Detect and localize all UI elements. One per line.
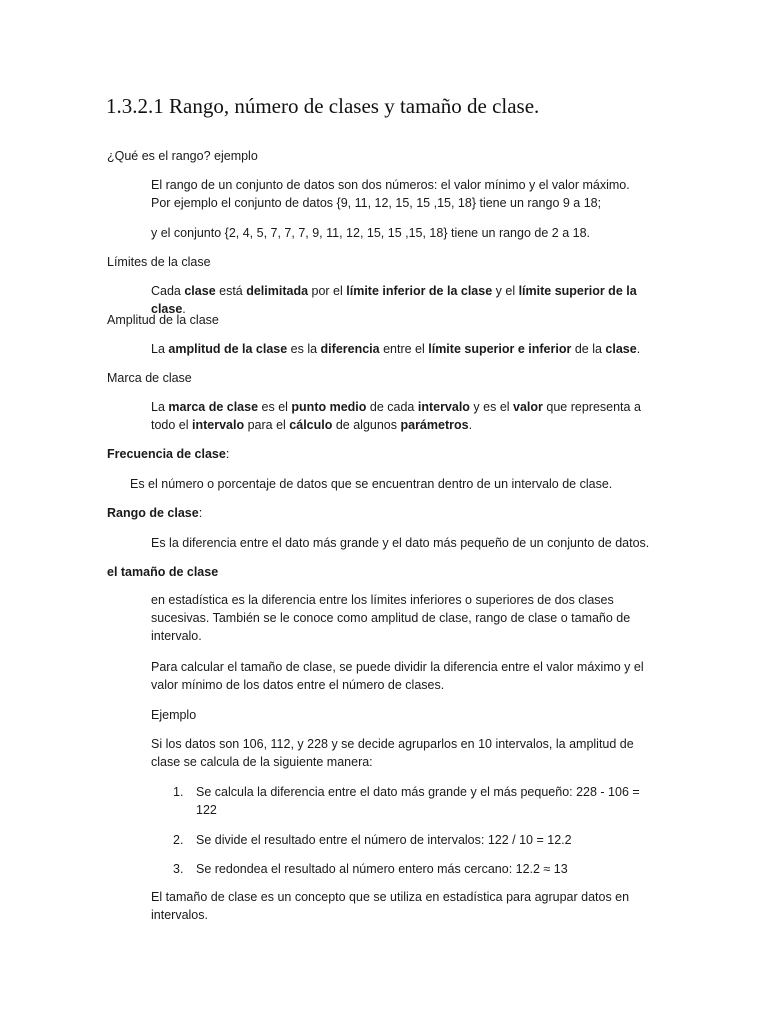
bold-run: clase [605, 342, 637, 356]
list-number: 1. [173, 785, 184, 799]
text-run: . [182, 302, 186, 316]
text-run: : [225, 447, 230, 461]
tamano-heading [107, 563, 218, 581]
text-run: y es el [469, 400, 514, 414]
text-run: es el [258, 400, 292, 414]
bold-run: el tamaño de clase [107, 565, 219, 579]
text-run: que representa a todo el [151, 400, 641, 432]
bold-run: punto medio [291, 400, 367, 414]
text-run: de la [571, 342, 606, 356]
conclusion-paragraph: El tamaño de clase es un concepto que se utiliza en estadística para agrupar datos en intervalos. [151, 890, 630, 922]
steps-list [173, 783, 653, 893]
rango-paragraph-1: El rango de un conjunto de datos son dos números: el valor mínimo y el valor máximo. Por ejemplo el conjunto de datos {9, 11, 12, 15, 15 ,15, 18} tiene un rango 9 a 18; [151, 178, 630, 210]
text-run: de algunos [332, 418, 401, 432]
tamano-paragraph-2: Para calcular el tamaño de clase, se puede dividir la diferencia entre el valor máximo y el valor mínimo de los datos entre el número de clases. [151, 660, 644, 692]
frecuencia-definition: Es el número o porcentaje de datos que se encuentran dentro de un intervalo de clase. [130, 477, 613, 491]
bold-run: diferencia [320, 342, 380, 356]
limites-heading: Límites de la clase [107, 255, 211, 269]
text-run: La [151, 400, 169, 414]
text-run: por el [308, 284, 347, 298]
bold-run: cálculo [289, 418, 333, 432]
text-run: de cada [366, 400, 418, 414]
rango-paragraph-2: y el conjunto {2, 4, 5, 7, 7, 7, 9, 11, 12, 15, 15 ,15, 18} tiene un rango de 2 a 18. [151, 226, 590, 240]
text-run: para el [244, 418, 290, 432]
page-title: 1.3.2.1 Rango, número de clases y tamaño de clase. [106, 94, 540, 118]
bold-run: límite superior e inferior [428, 342, 572, 356]
list-item-text: Se calcula la diferencia entre el dato más grande y el más pequeño: 228 - 106 = 122 [196, 785, 640, 817]
marca-definition [151, 398, 651, 434]
text-run: . [636, 342, 641, 356]
text-run: La [151, 342, 169, 356]
list-item-text: Se divide el resultado entre el número de intervalos: 122 / 10 = 12.2 [196, 833, 572, 847]
text-run: es la [287, 342, 321, 356]
text-run: y el [492, 284, 519, 298]
bold-run: intervalo [417, 400, 470, 414]
text-run: Cada [151, 284, 185, 298]
bold-run: clase [184, 284, 216, 298]
bold-run: valor [513, 400, 543, 414]
frecuencia-heading [107, 445, 229, 463]
tamano-paragraph-1: en estadística es la diferencia entre los límites inferiores o superiores de dos clases sucesivas. También se le conoce como amplitud de clase, rango de clase o tamaño de intervalo. [151, 593, 631, 643]
bold-run: intervalo [192, 418, 245, 432]
ejemplo-label: Ejemplo [151, 708, 197, 722]
text-run: entre el [379, 342, 429, 356]
bold-run: Rango de clase [107, 506, 199, 520]
bold-run: límite superior de la clase [151, 284, 637, 316]
list-number: 2. [173, 833, 184, 847]
bold-run: delimitada [246, 284, 309, 298]
bold-run: límite inferior de la clase [346, 284, 493, 298]
rango-clase-definition: Es la diferencia entre el dato más grande y el dato más pequeño de un conjunto de datos. [151, 536, 650, 550]
question-rango: ¿Qué es el rango? ejemplo [107, 149, 258, 163]
bold-run: Frecuencia de clase [107, 447, 226, 461]
limites-definition [151, 282, 651, 318]
marca-heading: Marca de clase [107, 371, 192, 385]
amplitud-heading: Amplitud de la clase [107, 313, 219, 327]
bold-run: parámetros [400, 418, 469, 432]
ejemplo-intro: Si los datos son 106, 112, y 228 y se decide agruparlos en 10 intervalos, la amplitud de clase se calcula de la siguiente manera: [151, 737, 634, 769]
bold-run: marca de clase [168, 400, 259, 414]
amplitud-definition [151, 340, 651, 358]
text-run: . [468, 418, 473, 432]
bold-run: amplitud de la clase [168, 342, 288, 356]
text-run: : [198, 506, 203, 520]
list-item-text: Se redondea el resultado al número entero más cercano: 12.2 ≈ 13 [196, 862, 568, 876]
list-number: 3. [173, 862, 184, 876]
rango-clase-heading [107, 504, 202, 522]
text-run: está [215, 284, 247, 298]
